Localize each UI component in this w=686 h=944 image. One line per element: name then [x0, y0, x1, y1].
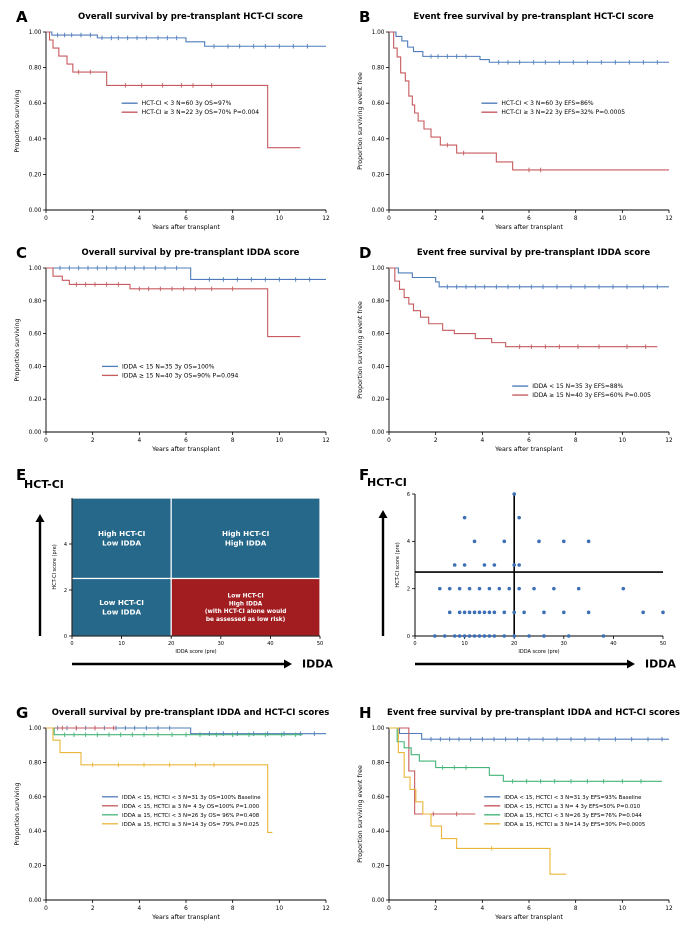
svg-text:4: 4: [480, 438, 485, 444]
svg-text:0.40: 0.40: [371, 364, 385, 371]
panel-e: [0, 464, 343, 702]
svg-text:4: 4: [406, 539, 410, 546]
legend-entry-2: IDDA ≥ 15, HCTCI < 3 N=26 3y EFS=76% P=0.044: [504, 812, 642, 819]
svg-text:0: 0: [63, 633, 67, 640]
x-axis-label: Years after transplant: [495, 446, 563, 453]
svg-text:High HCT-CI: High HCT-CI: [221, 529, 270, 539]
x-axis-label: Years after transplant: [152, 446, 220, 453]
km-chart-svg: [353, 260, 681, 458]
panel-g: [0, 702, 343, 932]
panel-letter-e: E: [16, 466, 27, 484]
legend-entry-1: HCT-CI ≥ 3 N=22 3y EFS=32% P=0.0005: [501, 109, 626, 117]
svg-text:8: 8: [230, 906, 235, 912]
survival-curve-0: [389, 268, 669, 287]
svg-text:0.40: 0.40: [28, 136, 42, 143]
svg-text:10: 10: [275, 438, 284, 444]
legend-entry-0: IDDA < 15, HCTCI < 3 N=31 3y EFS=93% Baseline: [504, 794, 642, 801]
panel-a: [0, 6, 343, 242]
svg-text:Low HCT-CI: Low HCT-CI: [99, 598, 144, 608]
svg-text:10: 10: [275, 906, 284, 912]
svg-text:12: 12: [665, 906, 673, 912]
km-chart-d: [353, 260, 681, 458]
svg-text:10: 10: [618, 906, 627, 912]
x-axis-label: Years after transplant: [495, 914, 563, 921]
svg-text:1.00: 1.00: [371, 30, 385, 36]
svg-text:0: 0: [44, 216, 48, 222]
legend: [484, 795, 645, 828]
svg-text:0.00: 0.00: [371, 208, 385, 214]
svg-text:4: 4: [137, 906, 142, 912]
svg-text:0.20: 0.20: [371, 172, 385, 179]
y-axis-label: HCT-CI score (pre): [52, 544, 58, 590]
km-chart-svg: [353, 720, 681, 926]
panel-letter-a: A: [16, 8, 28, 26]
svg-text:8: 8: [230, 216, 235, 222]
km-chart-svg: [10, 260, 338, 458]
y-axis-label: Proportion surviving event free: [357, 765, 364, 863]
svg-text:0.60: 0.60: [371, 101, 385, 108]
y-axis-label: Proportion surviving event free: [357, 72, 364, 170]
svg-text:0.00: 0.00: [371, 430, 385, 436]
svg-text:0.80: 0.80: [28, 65, 42, 72]
svg-text:0.40: 0.40: [371, 136, 385, 143]
svg-text:12: 12: [322, 216, 330, 222]
idda-arrow-label: IDDA: [302, 657, 333, 671]
svg-text:0.80: 0.80: [28, 298, 42, 305]
legend: [512, 383, 651, 399]
svg-text:6: 6: [184, 438, 188, 444]
km-chart-b: [353, 24, 681, 236]
svg-text:40: 40: [267, 641, 274, 647]
hct-ci-axis-arrow: [36, 514, 45, 636]
y-axis-label: HCT-CI score (pre): [395, 542, 401, 588]
svg-text:0.20: 0.20: [28, 172, 42, 179]
idda-arrow-label: IDDA: [645, 657, 676, 671]
svg-text:50: 50: [659, 641, 667, 647]
scatter-points: [433, 492, 665, 638]
svg-text:0.00: 0.00: [28, 898, 42, 904]
svg-text:0.20: 0.20: [371, 863, 385, 870]
svg-text:0: 0: [44, 906, 48, 912]
svg-text:0.60: 0.60: [28, 331, 42, 338]
survival-curve-1: [389, 268, 657, 347]
svg-text:20: 20: [511, 641, 518, 647]
survival-curve-1: [46, 32, 300, 148]
svg-text:Low IDDA: Low IDDA: [102, 607, 142, 617]
km-chart-svg: [353, 24, 681, 236]
legend-entry-0: HCT-CI < 3 N=60 3y EFS=86%: [501, 100, 594, 108]
svg-text:0.60: 0.60: [371, 794, 385, 801]
survival-curve-1: [46, 268, 300, 337]
svg-text:High IDDA: High IDDA: [228, 601, 263, 608]
legend-entry-0: IDDA < 15, HCTCI < 3 N=31 3y OS=100% Baseline: [122, 794, 261, 801]
hct-ci-axis-arrow: [379, 510, 388, 636]
km-chart-a: [10, 24, 338, 236]
svg-text:6: 6: [527, 438, 531, 444]
idda-axis-arrow: [415, 660, 635, 669]
svg-text:10: 10: [118, 641, 125, 647]
scatter-chart-svg: [353, 468, 681, 698]
svg-text:12: 12: [322, 906, 330, 912]
y-axis-label: Proportion surviving: [14, 318, 21, 382]
svg-text:40: 40: [610, 641, 617, 647]
legend-entry-1: HCT-CI ≥ 3 N=22 3y OS=70% P=0.004: [141, 109, 260, 117]
svg-text:0.60: 0.60: [28, 794, 42, 801]
svg-text:8: 8: [573, 438, 578, 444]
svg-text:6: 6: [527, 216, 531, 222]
svg-text:4: 4: [137, 438, 142, 444]
km-chart-h: [353, 720, 681, 926]
svg-text:0: 0: [44, 438, 48, 444]
svg-text:Low HCT-CI: Low HCT-CI: [227, 593, 264, 600]
svg-text:Low IDDA: Low IDDA: [102, 538, 142, 548]
panel-title-d: Event free survival by pre-transplant IDDA score: [416, 248, 651, 258]
svg-text:0: 0: [387, 438, 391, 444]
svg-text:2: 2: [433, 216, 438, 222]
panel-title-b: Event free survival by pre-transplant HCT-CI score: [413, 12, 654, 22]
svg-text:0: 0: [387, 216, 391, 222]
panel-title-h: Event free survival by pre-transplant IDDA and HCT-CI scores: [387, 708, 680, 718]
idda-axis-arrow: [72, 660, 292, 669]
svg-text:1.00: 1.00: [371, 726, 385, 732]
x-axis-label: Years after transplant: [152, 914, 220, 921]
svg-text:2: 2: [90, 216, 95, 222]
svg-text:10: 10: [275, 216, 284, 222]
svg-text:10: 10: [461, 641, 468, 647]
svg-text:0.20: 0.20: [371, 397, 385, 404]
panel-b: [343, 6, 686, 242]
svg-text:4: 4: [63, 541, 67, 548]
svg-text:0.20: 0.20: [28, 397, 42, 404]
svg-text:0.20: 0.20: [28, 863, 42, 870]
svg-text:0.40: 0.40: [28, 829, 42, 836]
svg-text:(with HCT-CI alone would: (with HCT-CI alone would: [204, 609, 287, 616]
km-chart-c: [10, 260, 338, 458]
svg-text:8: 8: [573, 906, 578, 912]
scatter-chart-f: [353, 468, 681, 698]
panel-h: [343, 702, 686, 932]
svg-text:High IDDA: High IDDA: [224, 538, 267, 548]
legend: [481, 100, 625, 116]
legend: [102, 795, 261, 828]
svg-text:0.80: 0.80: [371, 65, 385, 72]
panel-letter-b: B: [359, 8, 371, 26]
svg-text:12: 12: [665, 438, 673, 444]
svg-text:0.00: 0.00: [28, 208, 42, 214]
survival-curve-0: [46, 32, 326, 46]
svg-text:30: 30: [560, 641, 567, 647]
svg-text:0: 0: [413, 641, 417, 647]
svg-text:2: 2: [90, 438, 95, 444]
legend-entry-0: IDDA < 15 N=35 3y OS=100%: [122, 363, 215, 371]
censor-marks-1: [76, 282, 232, 291]
panel-letter-d: D: [359, 244, 372, 262]
legend-entry-1: IDDA ≥ 15 N=40 3y OS=90% P=0.094: [122, 372, 239, 380]
hct-ci-arrow-label: HCT-CI: [367, 476, 407, 489]
svg-text:4: 4: [137, 216, 142, 222]
svg-text:0.60: 0.60: [28, 101, 42, 108]
panel-title-c: Overall survival by pre-transplant IDDA score: [81, 248, 300, 258]
y-axis-label: Proportion surviving event free: [357, 301, 364, 399]
censor-marks-1: [447, 143, 540, 173]
svg-text:2: 2: [63, 587, 67, 594]
svg-text:High HCT-CI: High HCT-CI: [97, 529, 146, 539]
svg-text:0.00: 0.00: [28, 430, 42, 436]
y-axis-label: Proportion surviving: [14, 89, 21, 153]
svg-text:0: 0: [387, 906, 391, 912]
svg-text:0.80: 0.80: [371, 298, 385, 305]
svg-text:0: 0: [70, 641, 74, 647]
hct-ci-arrow-label: HCT-CI: [24, 478, 64, 491]
svg-text:4: 4: [480, 906, 485, 912]
survival-curve-2: [389, 728, 662, 781]
x-axis-label: IDDA score (pre): [175, 649, 217, 655]
svg-text:8: 8: [230, 438, 235, 444]
km-chart-svg: [10, 720, 338, 926]
svg-text:2: 2: [433, 906, 438, 912]
svg-text:1.00: 1.00: [28, 266, 42, 272]
panel-letter-g: G: [16, 704, 29, 722]
svg-text:12: 12: [322, 438, 330, 444]
censor-marks-0: [431, 54, 657, 64]
legend-entry-1: IDDA ≥ 15 N=40 3y EFS=60% P=0.005: [532, 392, 651, 400]
x-axis-label: Years after transplant: [495, 224, 563, 231]
svg-text:0.80: 0.80: [28, 760, 42, 767]
svg-text:50: 50: [316, 641, 324, 647]
svg-text:30: 30: [217, 641, 224, 647]
survival-curve-3: [389, 728, 566, 874]
svg-text:6: 6: [406, 491, 410, 498]
svg-text:6: 6: [184, 906, 188, 912]
svg-text:6: 6: [184, 216, 188, 222]
svg-text:2: 2: [433, 438, 438, 444]
panel-letter-h: H: [359, 704, 372, 722]
svg-text:1.00: 1.00: [28, 726, 42, 732]
panel-d: [343, 242, 686, 464]
svg-text:10: 10: [618, 216, 627, 222]
svg-text:1.00: 1.00: [28, 30, 42, 36]
x-axis-label: Years after transplant: [152, 224, 220, 231]
y-axis-label: Proportion surviving: [14, 782, 21, 846]
panel-title-a: Overall survival by pre-transplant HCT-CI score: [78, 12, 303, 22]
svg-text:10: 10: [618, 438, 627, 444]
legend-entry-0: IDDA < 15 N=35 3y EFS=88%: [532, 383, 624, 391]
svg-text:be assessed as low risk): be assessed as low risk): [205, 616, 286, 623]
svg-text:2: 2: [406, 586, 410, 593]
km-chart-g: [10, 720, 338, 926]
legend-entry-1: IDDA < 15, HCTCI ≥ 3 N= 4 3y EFS=50% P=0.010: [504, 803, 641, 810]
quadrant-chart-svg: [10, 468, 338, 698]
panel-c: [0, 242, 343, 464]
svg-text:2: 2: [90, 906, 95, 912]
panel-letter-c: C: [16, 244, 28, 262]
svg-text:20: 20: [168, 641, 175, 647]
panel-title-g: Overall survival by pre-transplant IDDA and HCT-CI scores: [51, 708, 330, 718]
km-chart-svg: [10, 24, 338, 236]
legend-entry-3: IDDA ≥ 15, HCTCI ≥ 3 N=14 3y EFS=30% P=0.0005: [504, 821, 646, 828]
svg-text:4: 4: [480, 216, 485, 222]
legend: [102, 363, 239, 379]
panel-f: [343, 464, 686, 702]
legend: [122, 100, 260, 116]
svg-text:8: 8: [573, 216, 578, 222]
svg-text:6: 6: [527, 906, 531, 912]
svg-text:12: 12: [665, 216, 673, 222]
svg-text:0: 0: [406, 633, 410, 640]
legend-entry-1: IDDA < 15, HCTCI ≥ 3 N= 4 3y OS=100% P=1.000: [122, 803, 260, 810]
svg-text:0.80: 0.80: [371, 760, 385, 767]
quadrant-chart-e: [10, 468, 338, 698]
x-axis-label: IDDA score (pre): [518, 649, 560, 655]
panel-letter-f: F: [359, 466, 370, 484]
svg-text:1.00: 1.00: [371, 266, 385, 272]
legend-entry-3: IDDA ≥ 15, HCTCI ≥ 3 N=14 3y OS= 79% P=0.025: [122, 821, 260, 828]
svg-text:0.60: 0.60: [371, 331, 385, 338]
legend-entry-0: HCT-CI < 3 N=60 3y OS=97%: [141, 100, 232, 108]
legend-entry-2: IDDA ≥ 15, HCTCI < 3 N=26 3y OS= 96% P=0.408: [122, 812, 260, 819]
svg-text:0.40: 0.40: [371, 829, 385, 836]
svg-text:0.40: 0.40: [28, 364, 42, 371]
svg-text:0.00: 0.00: [371, 898, 385, 904]
survival-curve-1: [389, 728, 475, 814]
